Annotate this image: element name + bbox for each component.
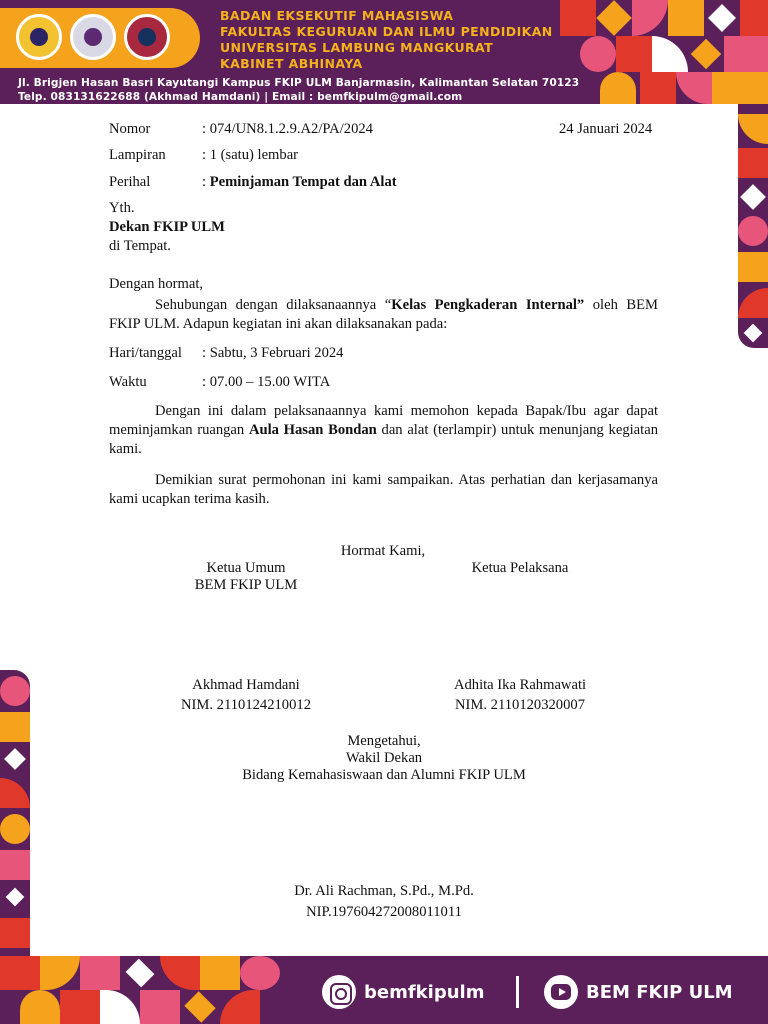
hari-label: Hari/tanggal [109,345,182,361]
letter-date: 24 Januari 2024 [559,121,653,137]
waktu-label: Waktu [109,374,147,390]
instagram-handle: bemfkipulm [364,981,485,1003]
signer-right-role: Ketua Pelaksana [471,560,569,576]
intro-text: Sehubungan dengan dilaksanaannya “ [155,297,392,313]
recipient-name: Dekan FKIP ULM [109,219,225,235]
hari-value: : Sabtu, 3 Februari 2024 [202,345,344,361]
signer-left-org: BEM FKIP ULM [194,577,298,593]
paragraph-closing [109,471,658,509]
signer-left-name: Akhmad Hamdani [192,677,300,693]
address-block [18,76,579,104]
lampiran-value: : 1 (satu) lembar [202,147,299,163]
acknowledged-label: Mengetahui, [347,733,421,749]
recipient-salutation: Yth. [109,200,135,216]
instagram-link[interactable] [322,972,484,1012]
perihal-subject: Peminjaman Tempat dan Alat [209,174,397,190]
ulm-seal-logo [16,14,62,60]
perihal-label: Perihal [109,174,151,190]
paragraph-intro [109,296,658,334]
vice-dean-field: Bidang Kemahasiswaan dan Alumni FKIP ULM [242,767,526,783]
left-decoration [0,670,30,958]
org-line: KABINET ABHINAYA [220,56,363,71]
event-name: Kelas Pengkaderan Internal” [391,297,585,313]
org-line: BADAN EKSEKUTIF MAHASISWA [220,8,454,23]
organization-name [220,8,553,72]
nomor-value: : 074/UN8.1.2.9.A2/PA/2024 [202,121,373,137]
org-line: FAKULTAS KEGURUAN DAN ILMU PENDIDIKAN [220,24,553,39]
org-line: UNIVERSITAS LAMBUNG MANGKURAT [220,40,494,55]
perihal-colon: : [202,174,207,190]
bem-seal-logo [124,14,170,60]
vice-dean-nip: NIP.197604272008011011 [306,904,462,920]
vice-dean-name: Dr. Ali Rachman, S.Pd., M.Pd. [294,883,474,899]
closing-phrase: Hormat Kami, [340,543,426,559]
youtube-icon [544,975,578,1009]
paragraph-request [109,402,658,459]
lampiran-label: Lampiran [109,147,166,163]
address-line: Jl. Brigjen Hasan Basri Kayutangi Kampus FKIP ULM Banjarmasin, Kalimantan Selatan 70123 [18,77,580,89]
perihal-value [202,174,397,191]
logo-group [0,8,200,68]
footer-divider [516,976,519,1008]
signer-left-role: Ketua Umum [206,560,286,576]
signer-left-nim: NIM. 2110124210012 [181,697,311,713]
youtube-channel: BEM FKIP ULM [586,981,733,1003]
closing-text: Demikian surat permohonan ini kami sampaikan. Atas perhatian dan kerjasamanya kami ucapkan terima kasih. [109,472,658,507]
youtube-link[interactable] [544,972,733,1012]
request-text: Dengan ini dalam pelaksanaannya kami memohon kepada Bapak/Ibu agar dapat meminjamkan ruangan [109,403,658,438]
recipient-place: di Tempat. [109,238,171,254]
contact-line: Telp. 083131622688 (Akhmad Hamdani) | Email : bemfkipulm@gmail.com [18,91,463,103]
intro-text-end: oleh BEM FKIP ULM. Adapun kegiatan ini akan dilaksanakan pada: [109,297,659,332]
instagram-icon [322,975,356,1009]
letterhead-band [0,0,768,104]
signer-right-nim: NIM. 2110120320007 [455,697,585,713]
greeting: Dengan hormat, [109,276,204,292]
request-text-end: dan alat (terlampir) untuk menunjang kegiatan kami. [109,422,658,457]
fkip-seal-logo [70,14,116,60]
room-name: Aula Hasan Bondan [248,422,377,438]
right-decoration [738,104,768,348]
nomor-label: Nomor [109,121,151,137]
waktu-value: : 07.00 – 15.00 WITA [202,374,331,390]
signer-right-name: Adhita Ika Rahmawati [453,677,587,693]
vice-dean-title: Wakil Dekan [345,750,423,766]
